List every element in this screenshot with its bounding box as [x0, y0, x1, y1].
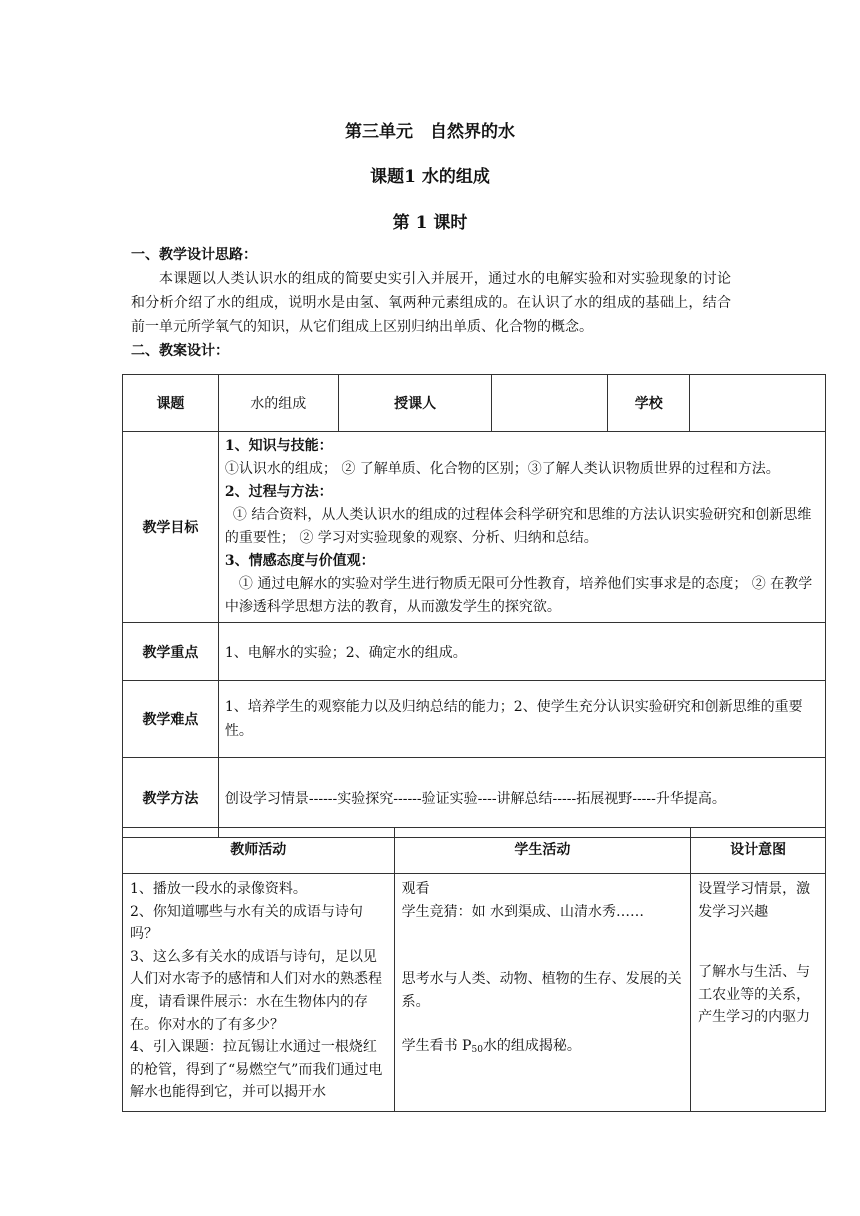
- goal1-title: 1、知识与技能：: [224, 438, 333, 454]
- teacher-value: [492, 375, 608, 432]
- method-text: 创设学习情景------实验探究------验证实验----讲解总结-----拓展视野-----升华提高。: [218, 758, 825, 838]
- teacher-step-2: 2、你知道哪些与水有关的成语与诗句吗？: [130, 903, 363, 943]
- lesson-title: 课题1 水的组成: [370, 167, 490, 187]
- design-intent-cell: [691, 874, 826, 1112]
- period-title: 第 1 课时: [392, 213, 468, 233]
- teacher-step-3: 3、这么多有关水的成语与诗句，足以见人们对水寄予的感情和人们对水的熟悉程度，请看课件展示：水在生物体内的存在。你对水的了有多少？: [130, 948, 382, 1033]
- goals-content: [218, 432, 825, 623]
- topic-label: 课题: [123, 375, 219, 432]
- goal1-text: ①认识水的组成； ② 了解单质、化合物的区别；③了解人类认识物质世界的过程和方法。: [224, 461, 780, 477]
- student-line-3: 思考水与人类、动物、植物的生存、发展的关系。: [401, 971, 682, 1010]
- school-value: [690, 375, 826, 432]
- key-text: 1、电解水的实验；2、确定水的组成。: [218, 623, 825, 681]
- design-intent-header: 设计意图: [691, 828, 826, 874]
- info-table: [122, 374, 826, 838]
- teacher-label: 授课人: [338, 375, 492, 432]
- school-label: 学校: [608, 375, 690, 432]
- key-label: 教学重点: [123, 623, 219, 681]
- difficulty-text: 1、培养学生的观察能力以及归纳总结的能力；2、使学生充分认识实验研究和创新思维的重要性。: [218, 681, 825, 758]
- teacher-step-4: 4、引入课题：拉瓦锡让水通过一根烧红的枪管，得到了“易燃空气”而我们通过电解水也能得到它，并可以揭开水: [130, 1039, 383, 1101]
- activity-table: [122, 827, 826, 1112]
- unit-title: 第三单元 自然界的水: [345, 122, 515, 142]
- goal3-text: ① 通过电解水的实验对学生进行物质无限可分性教育，培养他们实事求是的态度； ② 在教学中渗透科学思想方法的教育，从而激发学生的探究欲。: [224, 576, 813, 615]
- intent-line-1: 设置学习情景，激发学习兴趣: [698, 881, 811, 920]
- teacher-step-1: 1、播放一段水的录像资料。: [130, 881, 307, 897]
- topic-value: 水的组成: [218, 375, 338, 432]
- section1-text: 本课题以人类认识水的组成的简要史实引入并展开，通过水的电解实验和对实验现象的讨论和分析介绍了水的组成，说明水是由氢、氧两种元素组成的。在认识了水的组成的基础上，结合前一单元所学氧气的知识，从它们组成上区别归纳出单质、化合物的概念。: [131, 271, 731, 335]
- goals-label: 教学目标: [123, 432, 219, 623]
- student-line-1: 观看: [401, 881, 430, 897]
- teacher-activity-cell: [123, 874, 395, 1112]
- goal3-title: 3、情感态度与价值观：: [224, 553, 375, 569]
- teacher-activity-header: 教师活动: [123, 828, 395, 874]
- method-label: 教学方法: [123, 758, 219, 838]
- section2-heading: 二、教案设计：: [131, 343, 229, 359]
- student-activity-header: 学生活动: [394, 828, 691, 874]
- student-line-2: 学生竞猜：如 水到渠成、山清水秀……: [401, 903, 645, 920]
- intro-section: [131, 243, 731, 363]
- goal2-text: ① 结合资料，从人类认识水的组成的过程体会科学研究和思维的方法认识实验研究和创新思维的重要性； ② 学习对实验现象的观察、分析、归纳和总结。: [224, 507, 812, 546]
- student-line-4: 学生看书 P50水的组成揭秘。: [401, 1038, 581, 1056]
- goal2-title: 2、过程与方法：: [224, 484, 333, 500]
- student-activity-cell: [394, 874, 691, 1112]
- intent-line-2: 了解水与生活、与工农业等的关系，产生学习的内驱力: [698, 964, 811, 1026]
- difficulty-label: 教学难点: [123, 681, 219, 758]
- section1-heading: 一、教学设计思路：: [131, 247, 257, 263]
